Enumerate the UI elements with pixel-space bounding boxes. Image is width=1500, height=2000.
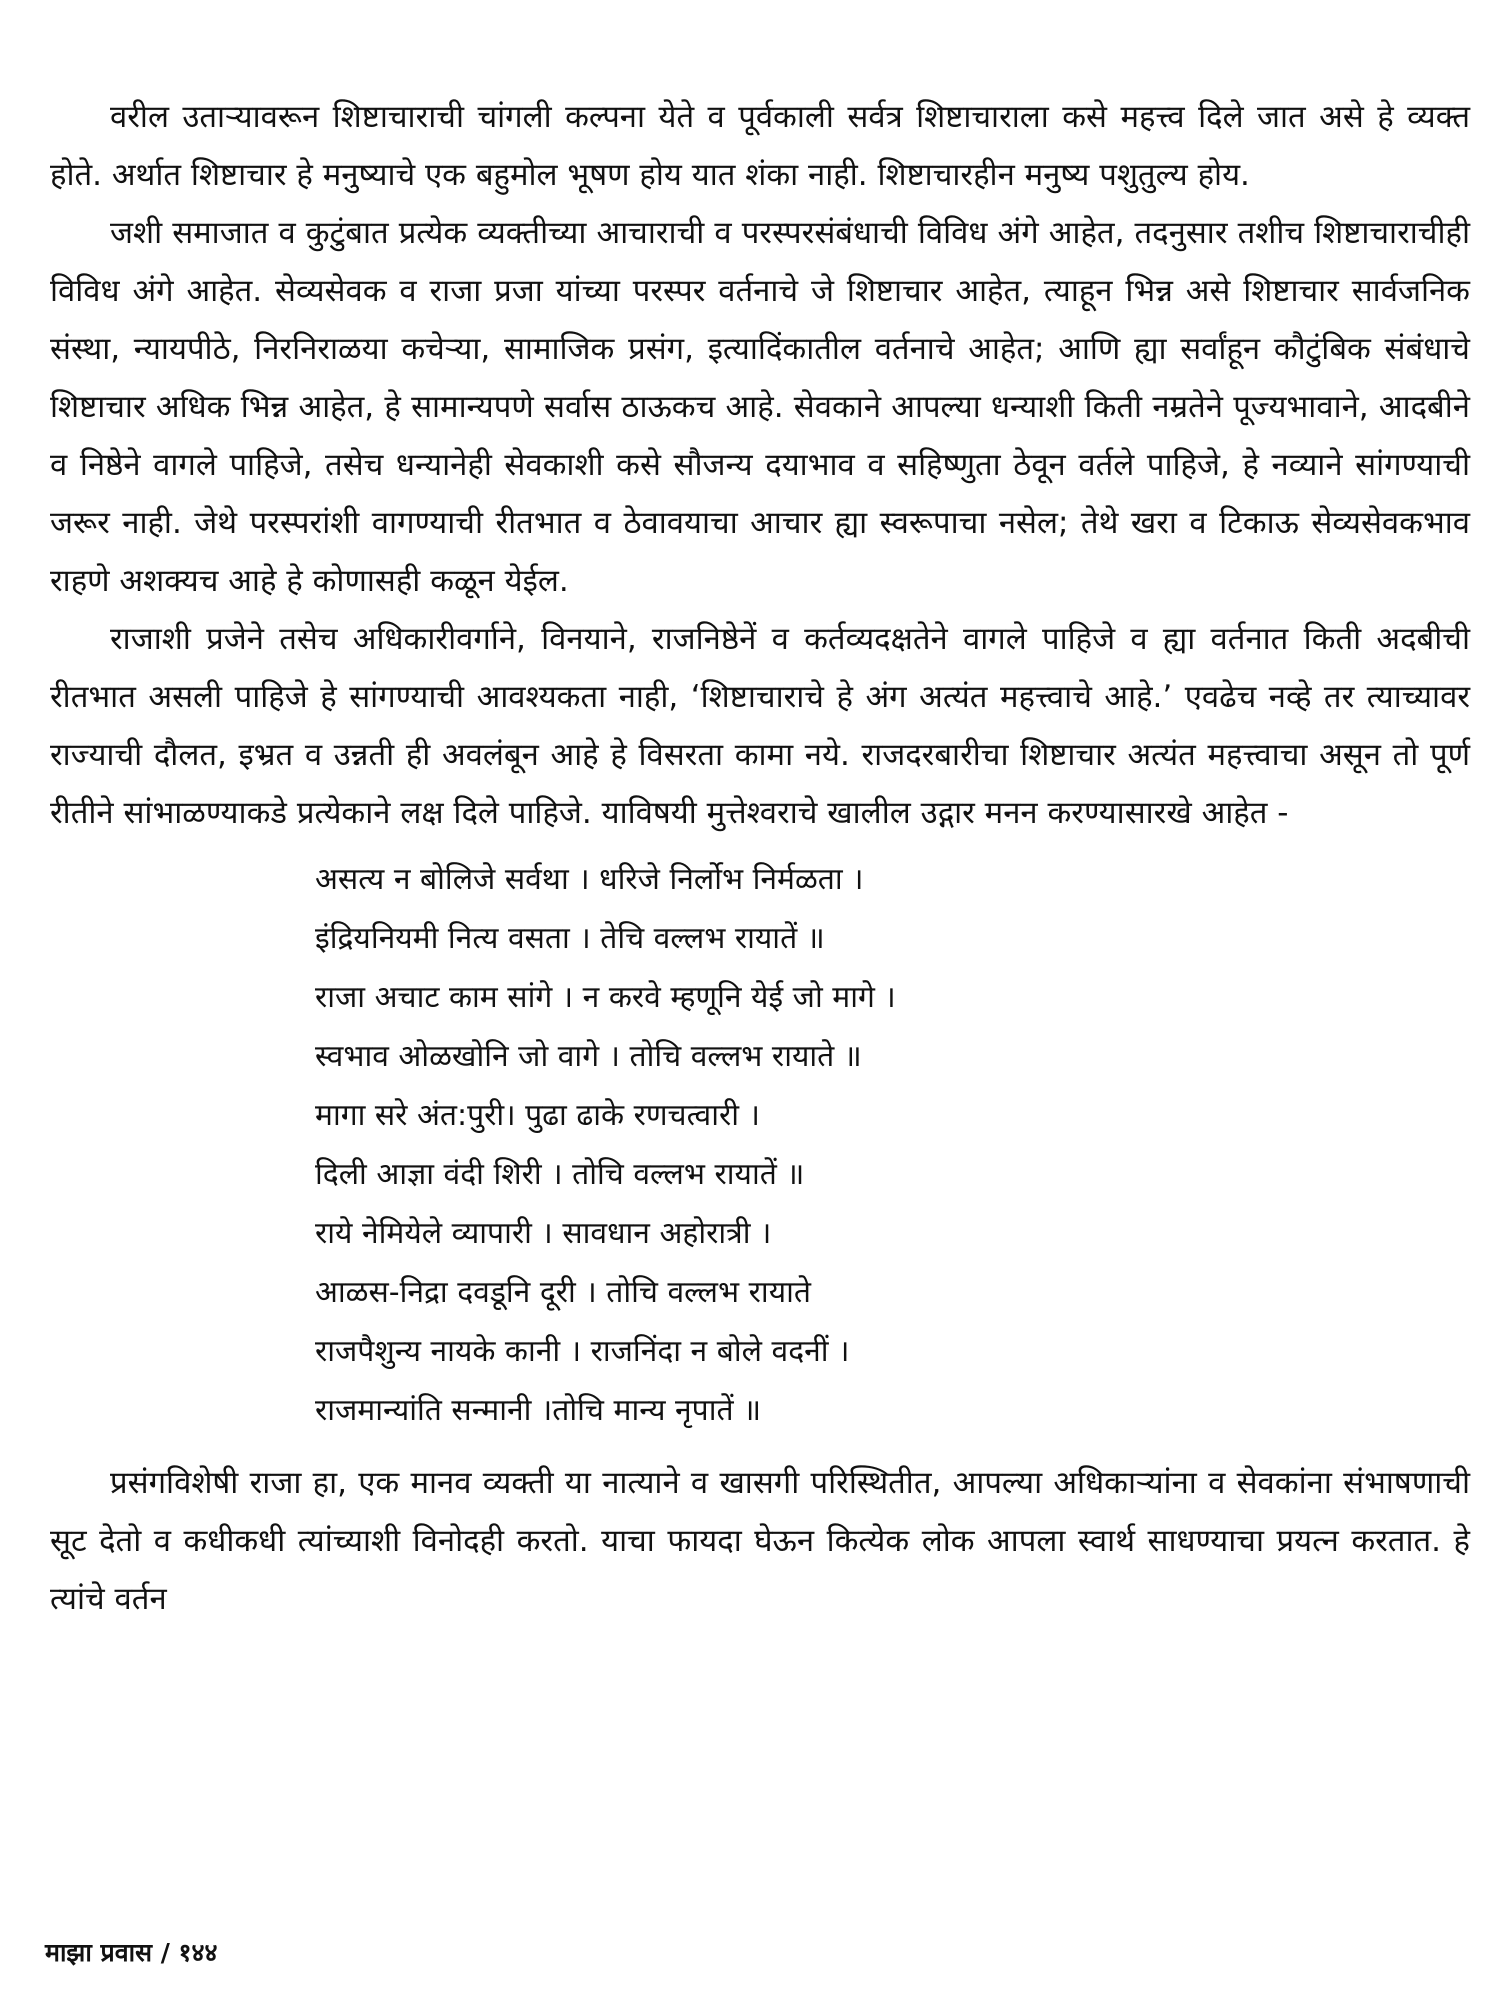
- paragraph-1: वरील उताऱ्यावरून शिष्टाचाराची चांगली कल्पना येते व पूर्वकाली सर्वत्र शिष्टाचाराला कसे महत्त्व दिले जात असे हे व्यक्त होते. अर्थात शिष्टाचार हे मनुष्याचे एक बहुमोल भूषण होय यात शंका नाही. शिष्टाचारहीन मनुष्य पशुतुल्य होय.: [50, 99, 1470, 193]
- verse-block: [315, 850, 1470, 1440]
- verse-line: स्वभाव ओळखोनि जो वागे । तोचि वल्लभ रायाते ॥: [315, 1039, 862, 1074]
- paragraph-3: राजाशी प्रजेने तसेच अधिकारीवर्गाने, विनयाने, राजनिष्ठेनें व कर्तव्यदक्षतेने वागले पाहिजे व ह्या वर्तनात किती अदबीची रीतभात असली पाहिजे हे सांगण्याची आवश्यकता नाही, ‘शिष्टाचाराचे हे अंग अत्यंत महत्त्वाचे आहे.’ एवढेच नव्हे तर त्याच्यावर राज्याची दौलत, इभ्रत व उन्नती ही अवलंबून आहे हे विसरता कामा नये. राजदरबारीचा शिष्टाचार अत्यंत महत्त्वाचा असून तो पूर्ण रीतीने सांभाळण्याकडे प्रत्येकाने लक्ष दिले पाहिजे. याविषयी मुत्तेश्वराचे खालील उद्गार मनन करण्यासारखे आहेत -: [50, 621, 1470, 831]
- verse-line: इंद्रियनियमी नित्य वसता । तेचि वल्लभ रायातें ॥: [315, 921, 825, 956]
- verse-line: राये नेमियेले व्यापारी । सावधान अहोरात्री ।: [315, 1216, 772, 1251]
- paragraph-closing: प्रसंगविशेषी राजा हा, एक मानव व्यक्ती या नात्याने व खासगी परिस्थितीत, आपल्या अधिकाऱ्यांना व सेवकांना संभाषणाची सूट देतो व कधीकधी त्यांच्याशी विनोदही करतो. याचा फायदा घेऊन कित्येक लोक आपला स्वार्थ साधण्याचा प्रयत्न करतात. हे त्यांचे वर्तन: [50, 1465, 1470, 1617]
- verse-line: राजमान्यांति सन्मानी ।तोचि मान्य नृपातें ॥: [315, 1393, 762, 1428]
- verse-line: दिली आज्ञा वंदी शिरी । तोचि वल्लभ रायातें ॥: [315, 1157, 805, 1192]
- verse-line: राजपैशुन्य नायके कानी । राजनिंदा न बोले वदनीं ।: [315, 1334, 850, 1369]
- paragraph-2: जशी समाजात व कुटुंबात प्रत्येक व्यक्तीच्या आचाराची व परस्परसंबंधाची विविध अंगे आहेत, तदनुसार तशीच शिष्टाचाराचीही विविध अंगे आहेत. सेव्यसेवक व राजा प्रजा यांच्या परस्पर वर्तनाचे जे शिष्टाचार आहेत, त्याहून भिन्न असे शिष्टाचार सार्वजनिक संस्था, न्यायपीठे, निरनिराळया कचेऱ्या, सामाजिक प्रसंग, इत्यादिंकातील वर्तनाचे आहेत; आणि ह्या सर्वांहून कौटुंबिक संबंधाचे शिष्टाचार अधिक भिन्न आहेत, हे सामान्यपणे सर्वास ठाऊकच आहे. सेवकाने आपल्या धन्याशी किती नम्रतेने पूज्यभावाने, आदबीने व निष्ठेने वागले पाहिजे, तसेच धन्यानेही सेवकाशी कसे सौजन्य दयाभाव व सहिष्णुता ठेवून वर्तले पाहिजे, हे नव्याने सांगण्याची जरूर नाही. जेथे परस्परांशी वागण्याची रीतभात व ठेवावयाचा आचार ह्या स्वरूपाचा नसेल; तेथे खरा व टिकाऊ सेव्यसेवकभाव राहणे अशक्यच आहे हे कोणासही कळून येईल.: [50, 215, 1470, 599]
- verse-line: राजा अचाट काम सांगे । न करवे म्हणूनि येई जो मागे ।: [315, 980, 896, 1015]
- verse-line: असत्य न बोलिजे सर्वथा । धरिजे निर्लोभ निर्मळता ।: [315, 862, 864, 897]
- verse-line: आळस-निद्रा दवडूनि दूरी । तोचि वल्लभ रायाते: [315, 1275, 811, 1310]
- page-footer: माझा प्रवास / १४४: [45, 1938, 218, 1967]
- verse-line: मागा सरे अंत:पुरी। पुढा ढाके रणचत्वारी ।: [315, 1098, 760, 1133]
- page-body: [50, 88, 1470, 1628]
